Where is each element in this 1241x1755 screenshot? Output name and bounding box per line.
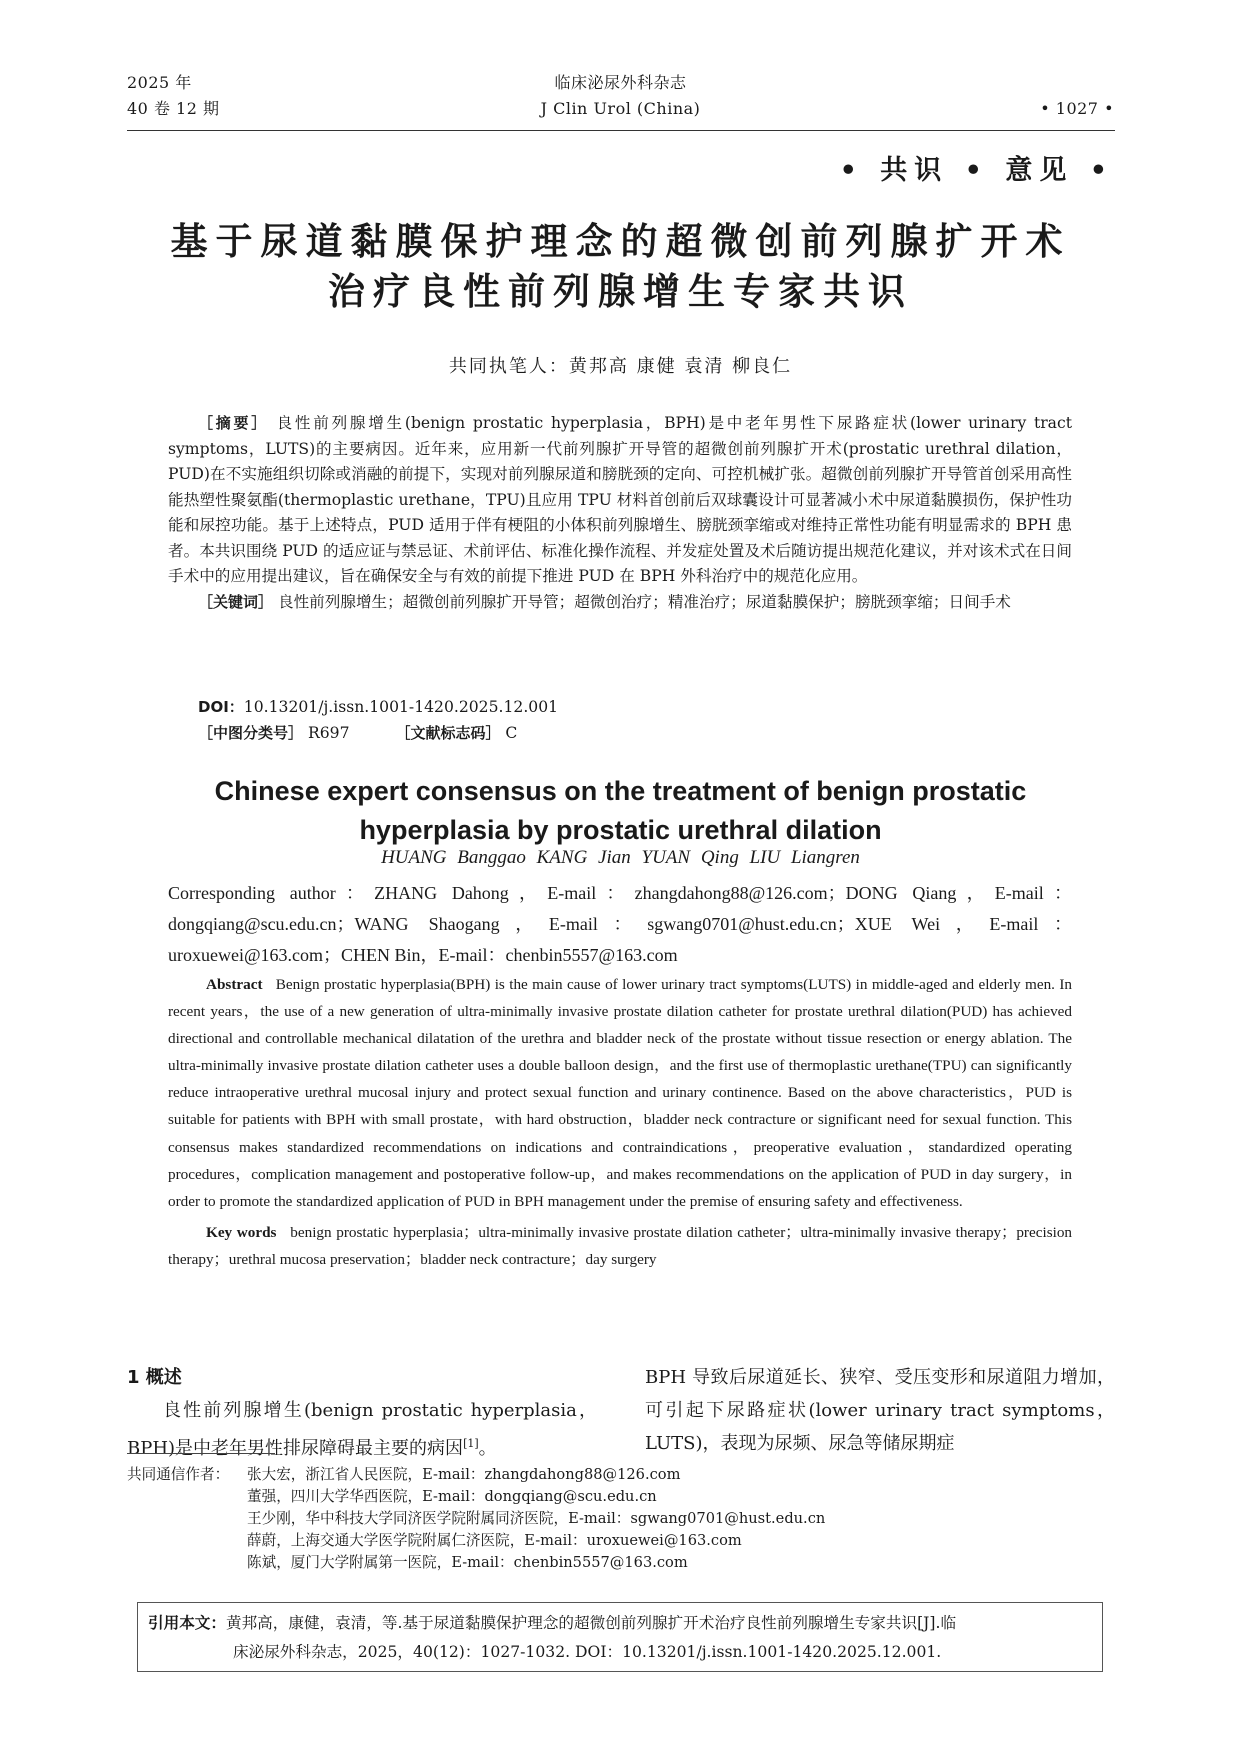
body-right-column <box>645 1361 1115 1460</box>
footnote-label: 共同通信作者： <box>127 1466 230 1483</box>
authors-cn: 共同执笔人：黄邦高 康健 袁清 柳良仁 <box>448 356 793 377</box>
keywords-cn-label: ［关键词］ <box>198 592 274 611</box>
citation-line-2: 床泌尿外科杂志，2025，40(12)：1027-1032. DOI：10.13201/j.issn.1001-1420.2025.12.001. <box>233 1643 942 1661</box>
footnote-line-3: 王少刚，华中科技大学同济医学院附属同济医院，E-mail：sgwang0701@hust.edu.cn <box>247 1510 826 1527</box>
abstract-en-label: Abstract <box>206 976 263 993</box>
abstract-en-text: Benign prostatic hyperplasia(BPH) is the main cause of lower urinary tract symptoms(LUTS) in middle-aged and elderly men. In recent years，the use of a new generation of ultra-minimally invasive prostate dilation catheter for prostate urethral dilation(PUD) has achieved directional and controllable mechanical dilatation of the urethra and bladder neck of the prostate without tissue resection or energy ablation. The ultra-minimally invasive prostate dilation catheter uses a double balloon design，and the first use of thermoplastic urethane(TPU) can significantly reduce intraoperative urethral mucosal injury and protect sexual function and urinary continence. Based on the above characteristics，PUD is suitable for patients with BPH with small prostate，with hard obstruction，bladder neck contracture or significant need for sexual function. This consensus makes standardized recommendations on indications and contraindications，preoperative evaluation，standardized operating procedures，complication management and postoperative follow-up，and makes recommendations on the application of PUD in day surgery，in order to promote the standardized application of PUD in BPH management under the premise of ensuring safety and effectiveness. <box>168 976 1073 1210</box>
citation-label: 引用本文： <box>148 1614 226 1632</box>
section-1-heading: 1 概述 <box>127 1367 182 1388</box>
title-en-line-1: Chinese expert consensus on the treatment of benign prostatic <box>214 776 1027 806</box>
footnote-line-5: 陈斌，厦门大学附属第一医院，E-mail：chenbin5557@163.com <box>247 1554 688 1571</box>
clc-value: R697 <box>307 724 350 742</box>
keywords-en: benign prostatic hyperplasia；ultra-minimally invasive prostate dilation catheter；ultra-minimally invasive therapy；precision therapy；urethral mucosa preservation；bladder neck contracture；day surgery <box>168 1223 1073 1268</box>
abstract-cn <box>168 411 1072 615</box>
footnote-rule <box>127 1453 275 1454</box>
abstract-en <box>168 971 1072 1273</box>
abstract-cn-text: 良性前列腺增生(benign prostatic hyperplasia，BPH)是中老年男性下尿路症状(lower urinary tract symptoms，LUTS)的主要病因。近年来，应用新一代前列腺扩开导管的超微创前列腺扩开术(prostatic urethral dilation，PUD)在不实施组织切除或消融的前提下，实现对前列腺尿道和膀胱颈的定向、可控机械扩张。超微创前列腺扩开导管首创采用高性能热塑性聚氨酯(thermoplastic urethane，TPU)且应用 TPU 材料首创前后双球囊设计可显著减小术中尿道黏膜损伤，保护性功能和尿控功能。基于上述特点，PUD 适用于伴有梗阻的小体积前列腺增生、膀胱颈挛缩或对维持正常性功能有明显需求的 BPH 患者。本共识围绕 PUD 的适应证与禁忌证、术前评估、标准化操作流程、并发症处置及术后随访提出规范化建议，并对该术式在日间手术中的应用提出建议，旨在确保安全与有效的前提下推进 PUD 在 BPH 外科治疗中的规范化应用。 <box>168 414 1072 585</box>
section-tag: • 共识 • 意见 • <box>839 155 1114 186</box>
citation-line-1: 黄邦高，康健，袁清，等.基于尿道黏膜保护理念的超微创前列腺扩开术治疗良性前列腺增生专家共识[J].临 <box>225 1614 957 1632</box>
clc-label: ［中图分类号］ <box>198 724 304 742</box>
header-journal-cn: 临床泌尿外科杂志 <box>554 73 687 92</box>
classification-line <box>198 721 517 745</box>
doi-line <box>198 695 558 719</box>
body-left-column <box>127 1361 597 1465</box>
citation-box <box>137 1602 1103 1672</box>
title-cn-line-1: 基于尿道黏膜保护理念的超微创前列腺扩开术 <box>170 220 1071 263</box>
header-rule <box>127 130 1115 131</box>
footnote-line-4: 薛蔚，上海交通大学医学院附属仁济医院，E-mail：uroxuewei@163.com <box>247 1532 742 1549</box>
doc-code-value: C <box>505 724 518 742</box>
header-volume: 40 卷 12 期 <box>127 99 220 118</box>
corresponding-authors-en: Corresponding author：ZHANG Dahong，E-mail：zhangdahong88@126.com；DONG Qiang，E-mail：dongqiang@scu.edu.cn；WANG Shaogang，E-mail：sgwang0701@hust.edu.cn；XUE Wei，E-mail：uroxuewei@163.com；CHEN Bin，E-mail：chenbin5557@163.com <box>168 883 1072 965</box>
reference-1: [1] <box>463 1437 479 1450</box>
keywords-en-label: Key words <box>206 1223 277 1241</box>
doc-code-label: ［文献标志码］ <box>395 724 501 742</box>
citation-text <box>148 1609 1092 1667</box>
abstract-cn-label: ［摘要］ <box>198 414 269 432</box>
keywords-cn: 良性前列腺增生；超微创前列腺扩开导管；超微创治疗；精准治疗；尿道黏膜保护；膀胱颈挛缩；日间手术 <box>277 592 1011 611</box>
body-right-text: BPH 导致后尿道延长、狭窄、受压变形和尿道阻力增加，可引起下尿路症状(lower urinary tract symptoms，LUTS)，表现为尿频、尿急等储尿期症 <box>645 1367 1115 1454</box>
doi-label: DOI： <box>198 698 244 716</box>
body-left-end: 。 <box>478 1438 497 1459</box>
title-en-line-2: hyperplasia by prostatic urethral dilation <box>359 815 882 845</box>
body-left-text: 良性前列腺增生(benign prostatic hyperplasia，BPH)是中老年男性排尿障碍最主要的病因 <box>127 1400 597 1459</box>
title-cn-line-2: 治疗良性前列腺增生专家共识 <box>328 270 913 313</box>
footnote-line-1: 张大宏，浙江省人民医院，E-mail：zhangdahong88@126.com <box>247 1466 681 1483</box>
doi-value: 10.13201/j.issn.1001-1420.2025.12.001 <box>243 698 559 716</box>
authors-en: HUANG Banggao KANG Jian YUAN Qing LIU Liangren <box>381 847 860 868</box>
footnote-line-2: 董强，四川大学华西医院，E-mail：dongqiang@scu.edu.cn <box>247 1488 657 1505</box>
header-year: 2025 年 <box>127 73 192 92</box>
header-journal-en: J Clin Urol (China) <box>540 99 701 118</box>
body-left-paragraph <box>127 1394 597 1465</box>
header-page-number: • 1027 • <box>1040 99 1114 118</box>
